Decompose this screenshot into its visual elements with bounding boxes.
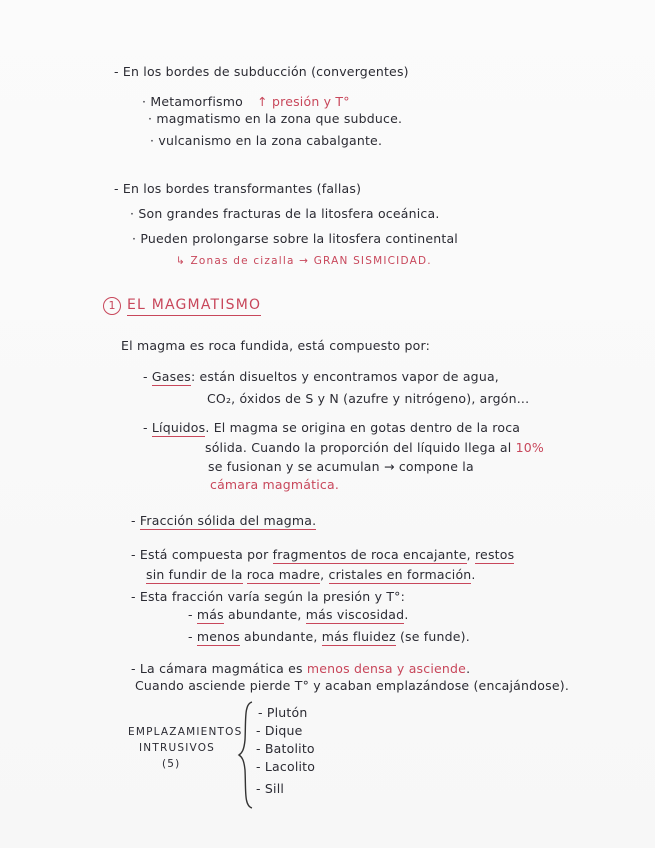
camara-line-2: Cuando asciende pierde T° y acaban emplazándose (encajándose). (135, 678, 569, 693)
section-number-circle: 1 (103, 297, 121, 315)
varia-line: - Esta fracción varía según la presión y T°: (131, 589, 406, 604)
gases-line-2: CO₂, óxidos de S y N (azufre y nitrógeno), argón... (207, 391, 530, 406)
metamorfismo-text: · Metamorfismo (142, 94, 243, 109)
gases-text-1: : están disueltos y encontramos vapor de agua, (190, 369, 499, 384)
liquidos-line-2: sólida. Cuando la proporción del líquido llega al 10% (205, 440, 544, 455)
subduccion-heading: - En los bordes de subducción (convergentes) (114, 64, 409, 79)
subduccion-bullet-2: · magmatismo en la zona que subduce. (148, 111, 403, 126)
compuesta-line-2: sin fundir de la roca madre, cristales en formación. (146, 567, 476, 582)
transformantes-bullet-2: · Pueden prolongarse sobre la litosfera continental (132, 231, 458, 246)
presion-text: ↑ presión y T° (257, 94, 350, 109)
cizalla-note: ↳ Zonas de cizalla → GRAN SISMICIDAD. (176, 255, 432, 267)
liquidos-label: Líquidos (151, 420, 206, 435)
emplazamientos-count: (5) (162, 758, 181, 770)
gases-line-1: - Gases: están disueltos y encontramos vapor de agua, (143, 369, 499, 384)
arrow-glyph: → (383, 459, 395, 474)
emplazamientos-title-1: EMPLAZAMIENTOS (128, 726, 243, 738)
emplazamientos-title-2: INTRUSIVOS (139, 742, 216, 754)
subduccion-bullet-1 (142, 94, 350, 109)
transformantes-heading: - En los bordes transformantes (fallas) (114, 181, 362, 196)
gases-label: Gases (151, 369, 191, 384)
empl-item-batolito: - Batolito (256, 741, 315, 756)
transformantes-bullet-1: · Son grandes fracturas de la litosfera oceánica. (130, 206, 440, 221)
camara-line-1: - La cámara magmática es menos densa y asciende. (131, 661, 471, 676)
mas-line: - más abundante, más viscosidad. (188, 607, 409, 622)
empl-item-lacolito: - Lacolito (256, 759, 316, 774)
empl-item-sill: - Sill (256, 781, 285, 796)
subduccion-bullet-3: · vulcanismo en la zona cabalgante. (150, 133, 383, 148)
magma-intro: El magma es roca fundida, está compuesto por: (121, 338, 431, 353)
section-title: EL MAGMATISMO (127, 297, 261, 316)
fraccion-line: - Fracción sólida del magma. (131, 513, 317, 528)
menos-line: - menos abundante, más fluidez (se funde). (188, 629, 470, 644)
fraccion-label: Fracción sólida del magma. (139, 513, 317, 528)
ten-percent: 10% (515, 440, 544, 455)
compuesta-line-1: - Está compuesta por fragmentos de roca encajante, restos (131, 547, 515, 562)
curly-brace-icon (236, 700, 258, 810)
liquidos-line-1: - Líquidos. El magma se origina en gotas dentro de la roca (143, 420, 521, 435)
empl-item-dique: - Dique (256, 723, 303, 738)
liquidos-line-3: se fusionan y se acumulan → compone la (208, 459, 474, 474)
camara-magmatica-text: cámara magmática. (210, 477, 340, 492)
empl-item-pluton: - Plutón (258, 705, 308, 720)
liquidos-text-1: . El magma se origina en gotas dentro de la roca (205, 420, 521, 435)
